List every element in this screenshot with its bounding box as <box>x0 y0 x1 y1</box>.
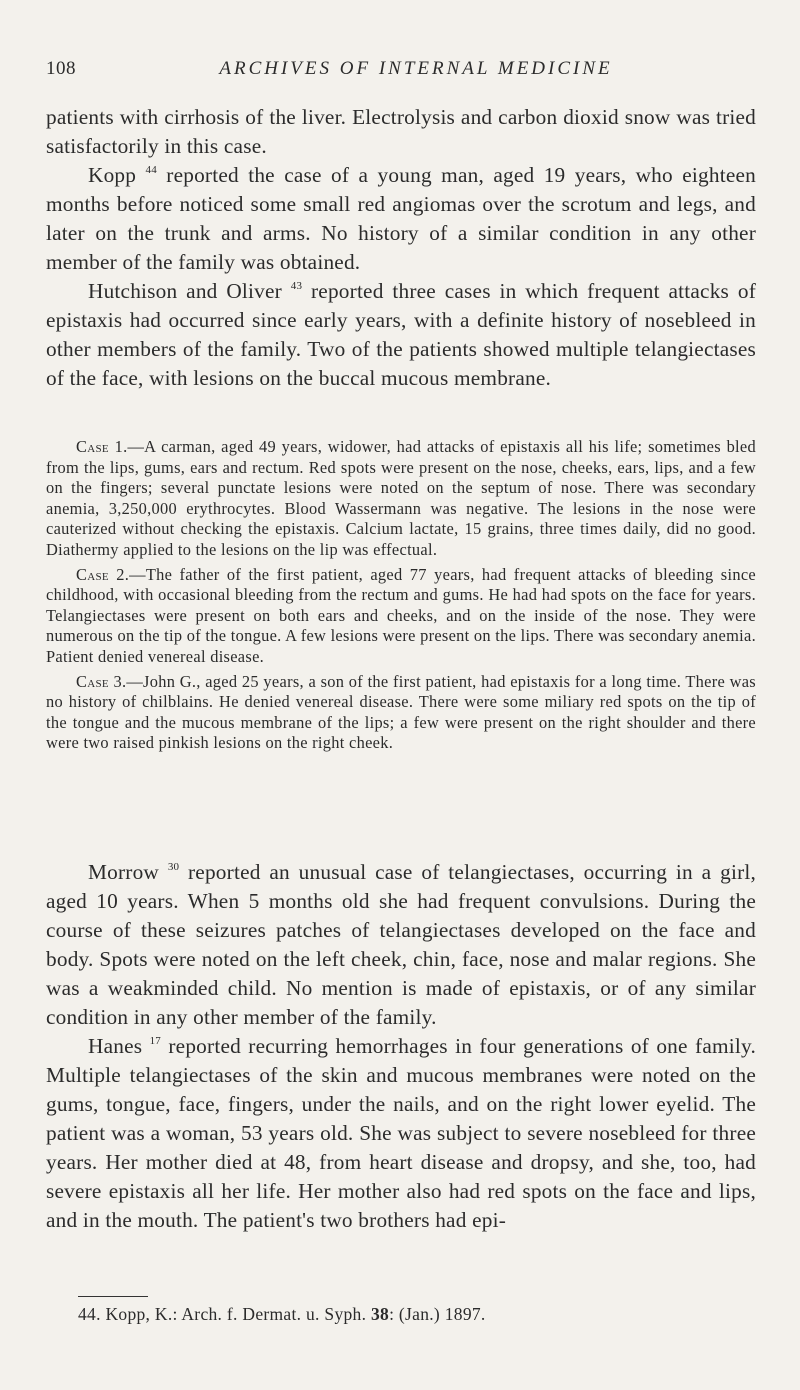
journal-title: ARCHIVES OF INTERNAL MEDICINE <box>219 58 613 79</box>
case-text: —John G., aged 25 years, a son of the first patient, had epistaxis for a long time. There was no history of chilblains. He denied venereal disease. There were some miliary red spots on the tip of the tongue and the mucous membrane of the lips; a few were present on the right shoulder and there were two raised pinkish lesions on the right cheek. <box>46 671 756 753</box>
paragraph-text: reported three cases in which frequent attacks of epistaxis had occurred since early years, with a definite history of nosebleed in other members of the family. Two of the patients showed multiple telangiectases of the face, with lesions on the buccal mucous membrane. <box>46 279 757 390</box>
paragraph-morrow <box>46 858 756 1032</box>
reference-marker: 43 <box>290 280 303 292</box>
case-report <box>46 437 756 561</box>
paragraph-text: reported recurring hemorrhages in four generations of one family. Multiple telangiectases of the skin and mucous membranes were noted on the gums, tongue, face, fingers, under the nails, and on the right lower eyelid. The patient was a woman, 53 years old. She was subject to severe nosebleed for three years. Her mother died at 48, from heart disease and dropsy, and she, too, had severe epistaxis all her life. Her mother also had red spots on the face and lips, and in the mouth. The patient's two brothers had epi- <box>46 1034 756 1232</box>
paragraph-kopp <box>46 161 756 277</box>
reference-marker: 44 <box>145 164 157 176</box>
footnote-divider <box>78 1296 148 1297</box>
footnote-citation: 44. Kopp, K.: Arch. f. Dermat. u. Syph. <box>78 1304 371 1324</box>
reference-marker: 17 <box>149 1035 162 1047</box>
author-name: Hanes <box>88 1034 143 1058</box>
paragraph-text: reported an unusual case of telangiectases, occurring in a girl, aged 10 years. When 5 months old she had frequent convulsions. During the course of these seizures patches of telangiectases developed on the face and body. Spots were noted on the left cheek, chin, face, nose and malar regions. She was a weakminded child. No mention is made of epistaxis, or of any similar condition in any other member of the family. <box>46 860 757 1029</box>
footnote-volume: 38 <box>370 1304 390 1324</box>
paragraph-continued: patients with cirrhosis of the liver. Electrolysis and carbon dioxid snow was tried satisfactorily in this case. <box>46 105 756 158</box>
case-report <box>46 672 756 754</box>
case-label: Case 1. <box>76 437 128 456</box>
paragraph-hanes <box>46 1032 756 1235</box>
case-text: —A carman, aged 49 years, widower, had attacks of epistaxis all his life; sometimes bled from the lips, gums, ears and rectum. Red spots were present on the nose, cheeks, ears, lips, and a few on the fingers; several punctate lesions were noted on the septum of nose. There was secondary anemia, 3,250,000 erythrocytes. Blood Wassermann was negative. The lesions in the nose were cauterized without checking the epistaxis. Calcium lactate, 15 grains, three times daily, did no good. Diathermy applied to the lesions on the lip was effectual. <box>46 437 756 559</box>
top-body-text <box>46 103 756 393</box>
footnote-date: : (Jan.) 1897. <box>389 1304 486 1324</box>
author-name: Hutchison and Oliver <box>88 279 282 303</box>
case-label: Case 3. <box>76 671 127 691</box>
reference-marker: 30 <box>167 861 180 873</box>
footnote <box>78 1304 486 1325</box>
paragraph-hutchison <box>46 277 756 393</box>
case-text: —The father of the first patient, aged 77 years, had frequent attacks of bleeding since childhood, with occasional bleeding from the rectum and gums. He had had spots on the face for years. Telangiectases were present on both ears and cheeks, and on the inside of the nose. They were numerous on the tip of the tongue. A few lesions were present on the lips. There was secondary anemia. Patient denied venereal disease. <box>46 564 756 666</box>
author-name: Morrow <box>88 860 159 884</box>
bottom-body-text <box>46 858 756 1235</box>
page-number: 108 <box>46 58 76 79</box>
case-label: Case 2. <box>76 564 130 584</box>
author-name: Kopp <box>88 163 137 187</box>
case-report <box>46 565 756 668</box>
running-head <box>46 58 756 88</box>
paragraph-text: reported the case of a young man, aged 19 years, who eighteen months before noticed some small red angiomas over the scrotum and legs, and later on the trunk and arms. No history of a similar condition in any other member of the family was obtained. <box>46 163 756 274</box>
case-reports <box>46 437 756 758</box>
